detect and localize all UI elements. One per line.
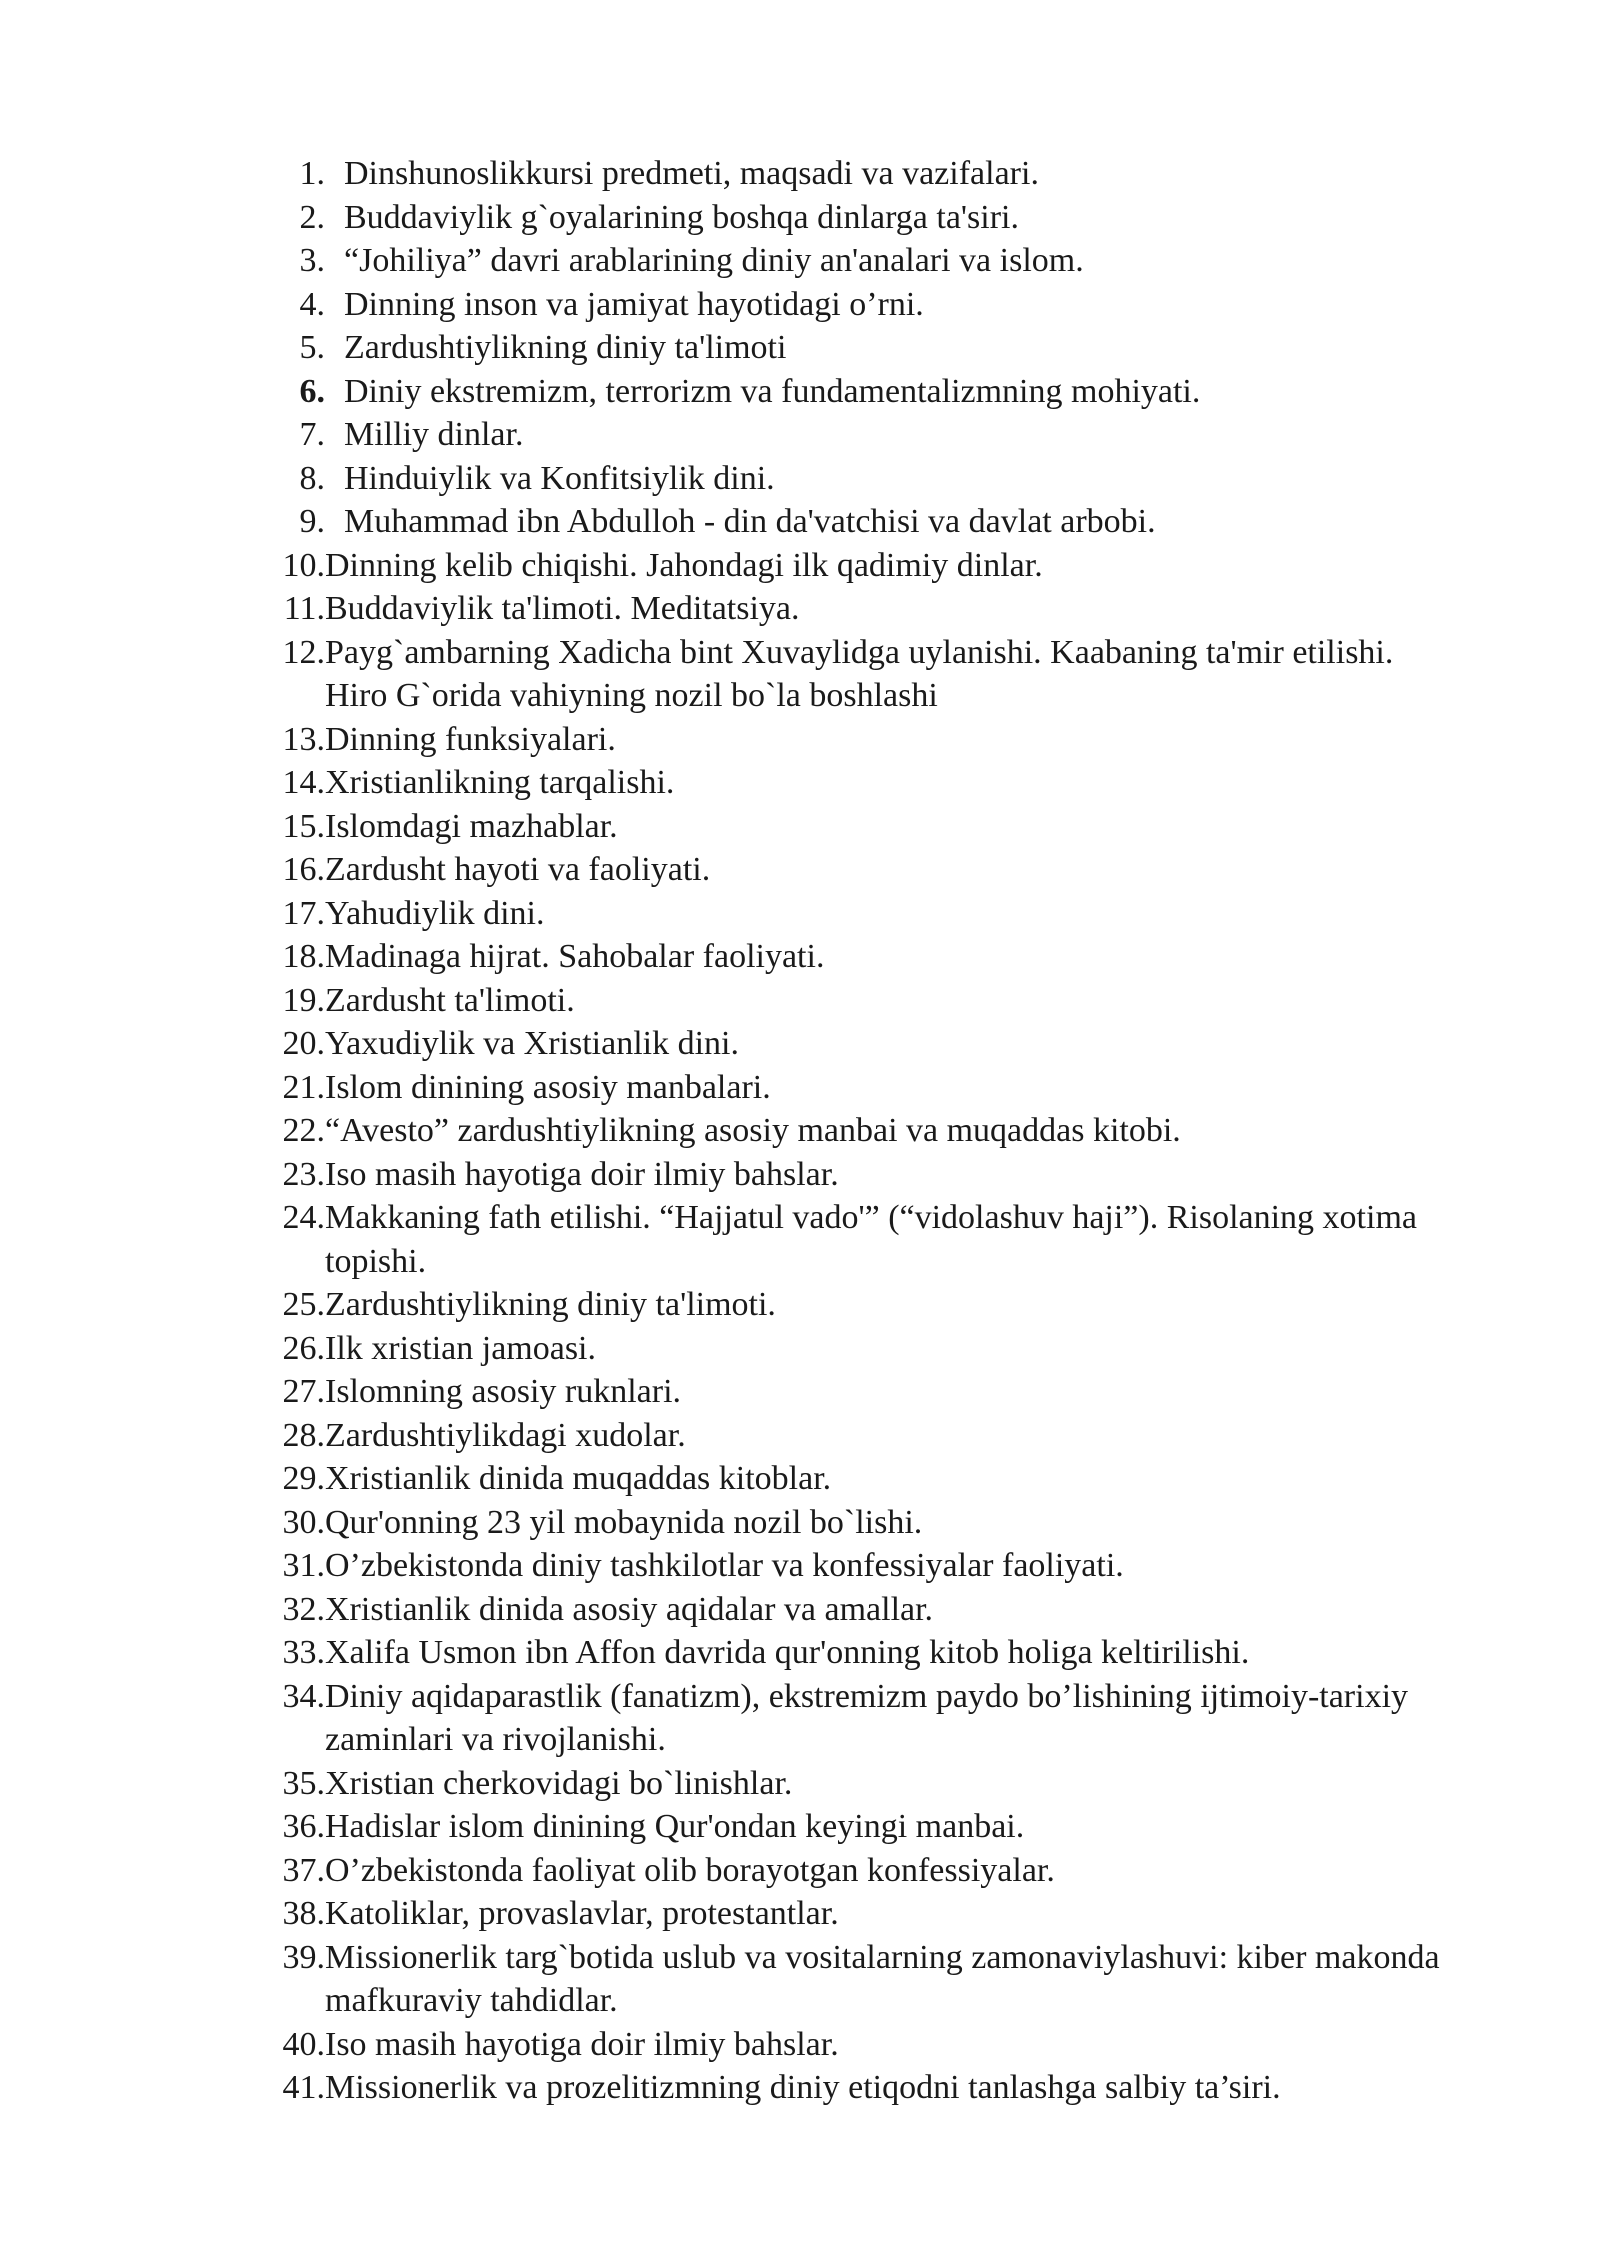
item-number: 10. — [282, 546, 325, 584]
item-text: Payg`ambarning Xadicha bint Xuvaylidga uylanishi. Kaabaning ta'mir etilishi. Hiro G`orida vahiyning nozil bo`la boshlashi — [325, 633, 1394, 714]
list-item — [274, 1196, 1454, 1283]
list-item — [274, 1327, 1454, 1371]
item-text: Diniy ekstremizm, terrorizm va fundamentalizmning mohiyati. — [344, 372, 1201, 410]
item-text: Yahudiylik dini. — [325, 894, 545, 932]
item-text: Islomning asosiy ruknlari. — [325, 1373, 682, 1410]
item-number: 13. — [282, 720, 325, 758]
item-number: 2. — [299, 198, 325, 236]
item-text: Katoliklar, provaslavlar, protestantlar. — [325, 1895, 839, 1932]
item-number: 18. — [282, 938, 325, 975]
list-item — [274, 1370, 1454, 1414]
item-text: Ilk xristian jamoasi. — [325, 1329, 597, 1367]
item-text: Missionerlik targ`botida uslub va vositalarning zamonaviylashuvi: kiber makonda mafkuraviy tahdidlar. — [325, 1938, 1440, 2019]
list-item — [274, 979, 1454, 1023]
item-number: 33. — [282, 1634, 325, 1671]
list-item — [274, 2023, 1454, 2067]
list-item — [274, 1457, 1454, 1501]
list-item — [274, 1588, 1454, 1632]
list-item — [274, 587, 1454, 631]
item-number: 21. — [282, 1068, 325, 1106]
item-text: Buddaviylik g`oyalarining boshqa dinlarga ta'siri. — [344, 198, 1019, 236]
item-text: Zardushtiylikning diniy ta'limoti. — [325, 1286, 776, 1323]
item-text: Xristianlik dinida muqaddas kitoblar. — [325, 1460, 832, 1497]
item-number: 17. — [282, 894, 325, 932]
item-text: Xristian cherkovidagi bo`linishlar. — [325, 1764, 793, 1802]
item-number: 41. — [282, 2069, 325, 2106]
item-text: Dinning funksiyalari. — [325, 720, 616, 758]
list-item — [274, 152, 1454, 196]
item-number: 8. — [299, 459, 325, 497]
list-item — [274, 805, 1454, 849]
item-text: Madinaga hijrat. Sahobalar faoliyati. — [325, 938, 825, 975]
item-number: 14. — [282, 764, 325, 801]
list-item — [274, 1501, 1454, 1545]
item-number: 26. — [282, 1329, 325, 1367]
list-item — [274, 1109, 1454, 1153]
item-text: Qur'onning 23 yil mobaynida nozil bo`lishi. — [325, 1503, 923, 1541]
item-text: Yaxudiylik va Xristianlik dini. — [325, 1025, 739, 1062]
item-number: 37. — [282, 1851, 325, 1889]
list-item — [274, 413, 1454, 457]
item-text: Dinning kelib chiqishi. Jahondagi ilk qadimiy dinlar. — [325, 546, 1043, 584]
item-number: 36. — [282, 1808, 325, 1845]
list-item — [274, 1631, 1454, 1675]
item-number: 31. — [282, 1547, 325, 1584]
list-item — [274, 718, 1454, 762]
list-item — [274, 370, 1454, 414]
item-text: Dinning inson va jamiyat hayotidagi o’rni. — [344, 285, 924, 323]
item-text: Xristianlik dinida asosiy aqidalar va amallar. — [325, 1590, 934, 1628]
item-text: Islomdagi mazhablar. — [325, 807, 618, 845]
item-number: 40. — [282, 2025, 325, 2063]
item-text: Missionerlik va prozelitizmning diniy etiqodni tanlashga salbiy ta’siri. — [325, 2069, 1281, 2106]
item-number: 24. — [282, 1199, 325, 1236]
item-text: Milliy dinlar. — [344, 416, 524, 453]
item-number: 11. — [283, 590, 325, 627]
item-number: 20. — [282, 1025, 325, 1062]
item-text: Zardushtiylikdagi xudolar. — [325, 1416, 686, 1454]
item-number: 32. — [282, 1590, 325, 1628]
item-text: Zardushtiylikning diniy ta'limoti — [344, 329, 787, 366]
item-number: 9. — [299, 503, 325, 540]
item-number: 5. — [299, 329, 325, 366]
item-number: 23. — [282, 1155, 325, 1193]
list-item — [274, 1066, 1454, 1110]
item-text: O’zbekistonda faoliyat olib borayotgan konfessiyalar. — [325, 1851, 1055, 1889]
item-number: 4. — [299, 285, 325, 323]
item-number: 15. — [282, 807, 325, 845]
item-number: 34. — [282, 1677, 325, 1715]
item-number: 28. — [282, 1416, 325, 1454]
list-item — [274, 457, 1454, 501]
item-number: 27. — [282, 1373, 325, 1410]
item-number: 25. — [282, 1286, 325, 1323]
item-number: 22. — [282, 1112, 325, 1149]
topic-list — [274, 152, 1454, 2110]
item-number: 29. — [282, 1460, 325, 1497]
list-item — [274, 761, 1454, 805]
item-text: Hinduiylik va Konfitsiylik dini. — [344, 459, 775, 497]
item-text: Buddaviylik ta'limoti. Meditatsiya. — [325, 590, 800, 627]
list-item — [274, 283, 1454, 327]
list-item — [274, 544, 1454, 588]
item-text: “Johiliya” davri arablarining diniy an'analari va islom. — [344, 242, 1084, 279]
list-item — [274, 1022, 1454, 1066]
item-text: Diniy aqidaparastlik (fanatizm), ekstremizm paydo bo’lishining ijtimoiy-tarixiy zaminlari va rivojlanishi. — [325, 1677, 1409, 1758]
list-item — [274, 1849, 1454, 1893]
list-item — [274, 1414, 1454, 1458]
list-item — [274, 1762, 1454, 1806]
list-item — [274, 239, 1454, 283]
item-number: 1. — [299, 155, 325, 192]
list-item — [274, 1936, 1454, 2023]
list-item — [274, 2066, 1454, 2110]
item-text: Muhammad ibn Abdulloh - din da'vatchisi va davlat arbobi. — [344, 503, 1156, 540]
item-number: 38. — [282, 1895, 325, 1932]
item-number: 6. — [299, 372, 325, 410]
list-item — [274, 500, 1454, 544]
list-item — [274, 848, 1454, 892]
item-text: Islom dinining asosiy manbalari. — [325, 1068, 771, 1106]
item-text: Hadislar islom dinining Qur'ondan keyingi manbai. — [325, 1808, 1025, 1845]
item-text: Zardusht hayoti va faoliyati. — [325, 851, 711, 888]
list-item — [274, 196, 1454, 240]
item-number: 39. — [282, 1938, 325, 1976]
item-number: 30. — [282, 1503, 325, 1541]
item-text: O’zbekistonda diniy tashkilotlar va konfessiyalar faoliyati. — [325, 1547, 1124, 1584]
item-text: Dinshunoslikkursi predmeti, maqsadi va vazifalari. — [344, 155, 1039, 192]
item-text: Makkaning fath etilishi. “Hajjatul vado'” (“vidolashuv haji”). Risolaning xotima topishi. — [325, 1199, 1417, 1280]
item-text: Iso masih hayotiga doir ilmiy bahslar. — [325, 2025, 839, 2063]
item-number: 35. — [282, 1764, 325, 1802]
item-text: Xalifa Usmon ibn Affon davrida qur'onning kitob holiga keltirilishi. — [325, 1634, 1250, 1671]
item-number: 12. — [282, 633, 325, 671]
list-item — [274, 1675, 1454, 1762]
list-item — [274, 1805, 1454, 1849]
item-number: 7. — [299, 416, 325, 453]
list-item — [274, 935, 1454, 979]
list-item — [274, 892, 1454, 936]
list-item — [274, 631, 1454, 718]
item-text: Zardusht ta'limoti. — [325, 981, 575, 1019]
item-number: 16. — [282, 851, 325, 888]
list-item — [274, 326, 1454, 370]
item-text: Xristianlikning tarqalishi. — [325, 764, 675, 801]
item-number: 3. — [299, 242, 325, 279]
list-item — [274, 1153, 1454, 1197]
item-text: Iso masih hayotiga doir ilmiy bahslar. — [325, 1155, 839, 1193]
list-item — [274, 1544, 1454, 1588]
item-number: 19. — [282, 981, 325, 1019]
item-text: “Avesto” zardushtiylikning asosiy manbai va muqaddas kitobi. — [325, 1112, 1181, 1149]
list-item — [274, 1283, 1454, 1327]
list-item — [274, 1892, 1454, 1936]
